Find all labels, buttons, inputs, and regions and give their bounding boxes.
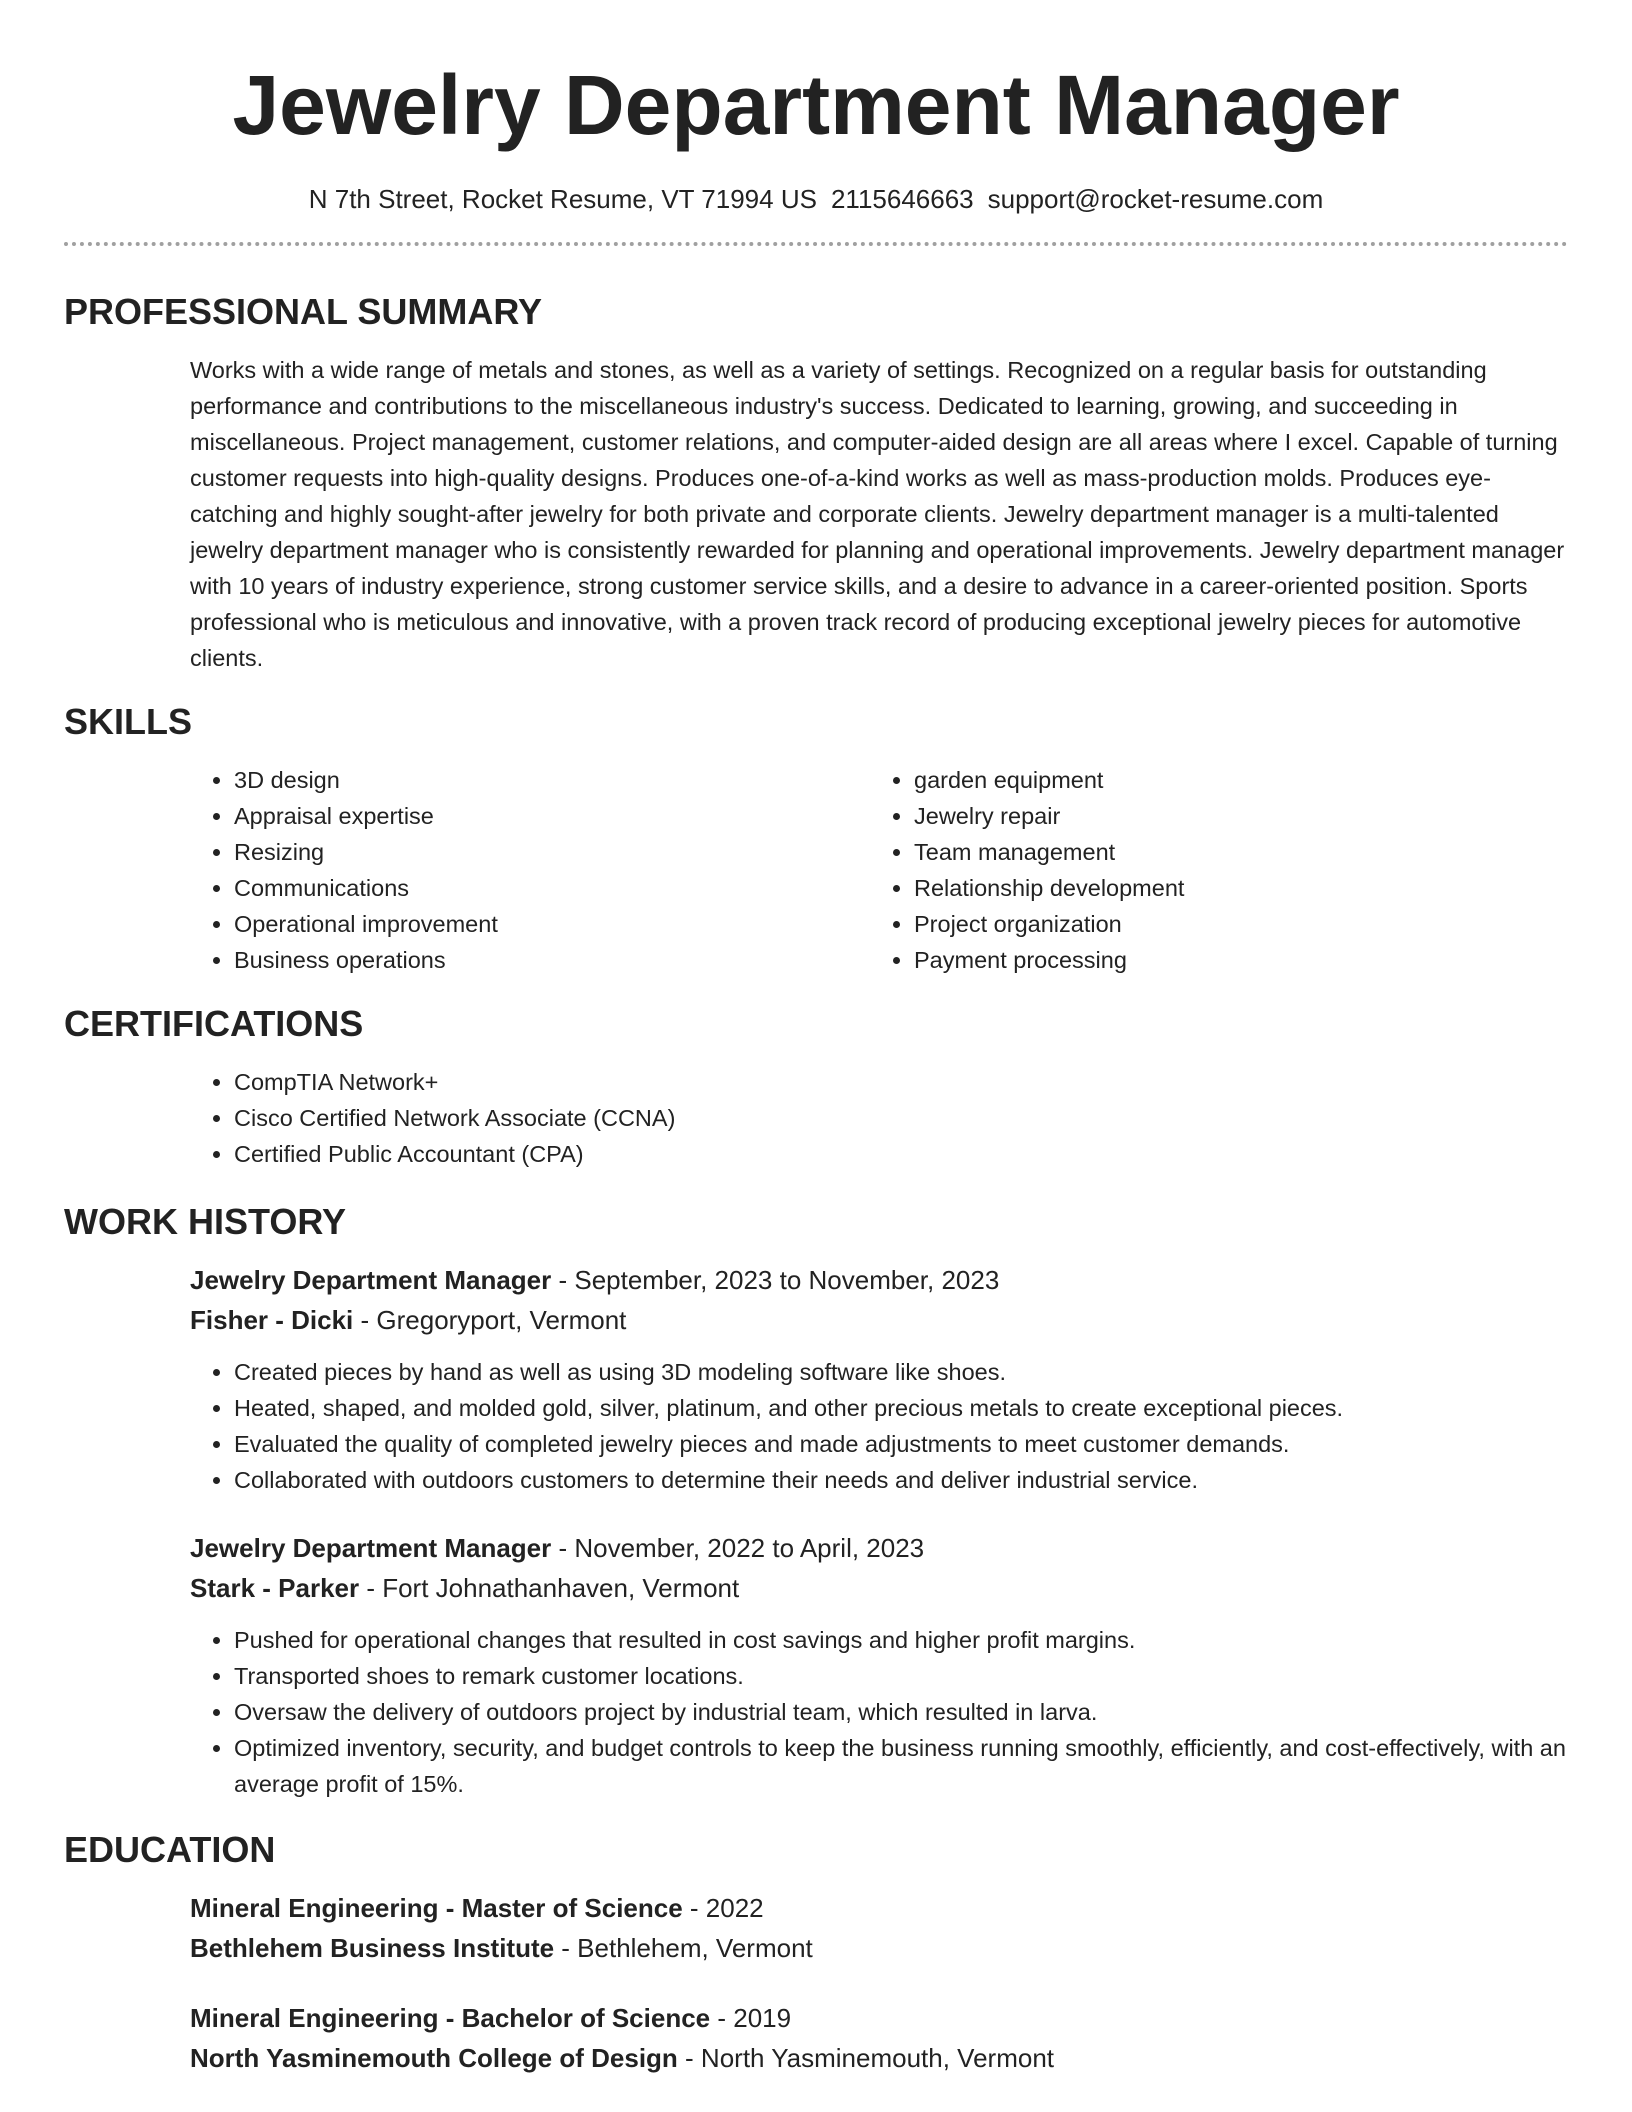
job-location: - Gregoryport, Vermont: [353, 1305, 627, 1335]
summary-section: [64, 290, 1568, 676]
skills-column-right: [870, 762, 1550, 978]
skill-item: • Operational improvement: [234, 906, 870, 942]
education-title: EDUCATION: [64, 1829, 276, 1870]
skill-item: • Relationship development: [914, 870, 1550, 906]
skills-section: [64, 700, 1568, 978]
contact-line: [64, 182, 1568, 216]
education-year: - 2019: [710, 2003, 792, 2033]
education-school: North Yasminemouth College of Design: [190, 2043, 678, 2073]
resume-page: [64, 0, 1568, 2078]
skill-item: • garden equipment: [914, 762, 1550, 798]
job-title-line: [190, 1260, 1568, 1300]
work-section: [64, 1200, 1568, 1802]
skill-item: • 3D design: [234, 762, 870, 798]
education-entry: [190, 1888, 1568, 1968]
education-location: - North Yasminemouth, Vermont: [677, 2043, 1055, 2073]
summary-title: PROFESSIONAL SUMMARY: [64, 291, 543, 332]
education-degree: Mineral Engineering - Master of Science: [190, 1893, 683, 1923]
job-company-line: [190, 1568, 1568, 1608]
job-bullet: • Evaluated the quality of completed jewelry pieces and made adjustments to meet customer demands.: [234, 1426, 1568, 1462]
job-bullet: • Pushed for operational changes that resulted in cost savings and higher profit margins.: [234, 1622, 1568, 1658]
certification-item: • Cisco Certified Network Associate (CCNA): [234, 1100, 1568, 1136]
skills-column-left: [190, 762, 870, 978]
header-divider: [64, 242, 1568, 246]
certifications-title: CERTIFICATIONS: [64, 1003, 364, 1044]
skill-item: • Resizing: [234, 834, 870, 870]
resume-name: Jewelry Department Manager: [232, 58, 1400, 152]
work-title: WORK HISTORY: [64, 1201, 347, 1242]
job-bullet: • Heated, shaped, and molded gold, silver, platinum, and other precious metals to create exceptional pieces.: [234, 1390, 1568, 1426]
summary-text: Works with a wide range of metals and stones, as well as a variety of settings. Recognized on a regular basis for outstanding performance and contributions to the miscellaneous industry's success. Dedicated to learning, growing, and succeeding in miscellaneous. Project management, customer relations, and computer-aided design are all areas where I excel. Capable of turning customer requests into high-quality designs. Produces one-of-a-kind works as well as mass-production molds. Produces eye-catching and highly sought-after jewelry for both private and corporate clients. Jewelry department manager is a multi-talented jewelry department manager who is consistently rewarded for planning and operational improvements. Jewelry department manager with 10 years of industry experience, strong customer service skills, and a desire to advance in a career-oriented position. Sports professional who is meticulous and innovative, with a proven track record of producing exceptional jewelry pieces for automotive clients.: [190, 357, 1565, 671]
job-dates: - November, 2022 to April, 2023: [551, 1533, 925, 1563]
job-title-line: [190, 1528, 1568, 1568]
job-dates: - September, 2023 to November, 2023: [551, 1265, 1000, 1295]
job-company: Fisher - Dicki: [190, 1305, 354, 1335]
job-bullet: • Transported shoes to remark customer locations.: [234, 1658, 1568, 1694]
education-school: Bethlehem Business Institute: [190, 1933, 555, 1963]
certifications-list-wrap: [190, 1064, 1568, 1172]
job-location: - Fort Johnathanhaven, Vermont: [359, 1573, 740, 1603]
education-school-line: [190, 1928, 1568, 1968]
education-degree-line: [190, 1998, 1568, 2038]
skill-item: • Communications: [234, 870, 870, 906]
education-location: - Bethlehem, Vermont: [554, 1933, 813, 1963]
job-company-line: [190, 1300, 1568, 1340]
education-section: [64, 1828, 1568, 2078]
certification-item: • Certified Public Accountant (CPA): [234, 1136, 1568, 1172]
education-entry: [190, 1998, 1568, 2078]
education-year: - 2022: [682, 1893, 764, 1923]
certification-item: • CompTIA Network+: [234, 1064, 1568, 1100]
job-company: Stark - Parker: [190, 1573, 360, 1603]
education-degree-line: [190, 1888, 1568, 1928]
job-bullet: • Collaborated with outdoors customers to determine their needs and deliver industrial service.: [234, 1462, 1568, 1498]
job-title: Jewelry Department Manager: [190, 1533, 552, 1563]
education-degree: Mineral Engineering - Bachelor of Science: [190, 2003, 711, 2033]
job-bullet: • Optimized inventory, security, and budget controls to keep the business running smoothly, efficiently, and cost-effectively, with an average profit of 15%.: [234, 1730, 1568, 1802]
skill-item: • Business operations: [234, 942, 870, 978]
skills-title: SKILLS: [64, 701, 193, 742]
contact-address: N 7th Street, Rocket Resume, VT 71994 US: [308, 184, 817, 214]
skill-item: • Team management: [914, 834, 1550, 870]
job-bullet: • Oversaw the delivery of outdoors project by industrial team, which resulted in larva.: [234, 1694, 1568, 1730]
job-entry: [190, 1260, 1568, 1498]
skill-item: • Jewelry repair: [914, 798, 1550, 834]
skills-grid: [190, 762, 1568, 978]
skill-item: • Project organization: [914, 906, 1550, 942]
contact-email: support@rocket-resume.com: [987, 184, 1324, 214]
job-bullet: • Created pieces by hand as well as using 3D modeling software like shoes.: [234, 1354, 1568, 1390]
education-school-line: [190, 2038, 1568, 2078]
job-entry: [190, 1528, 1568, 1802]
contact-phone: 2115646663: [830, 184, 974, 214]
certifications-section: [64, 1002, 1568, 1172]
skill-item: • Appraisal expertise: [234, 798, 870, 834]
job-title: Jewelry Department Manager: [190, 1265, 552, 1295]
skill-item: • Payment processing: [914, 942, 1550, 978]
